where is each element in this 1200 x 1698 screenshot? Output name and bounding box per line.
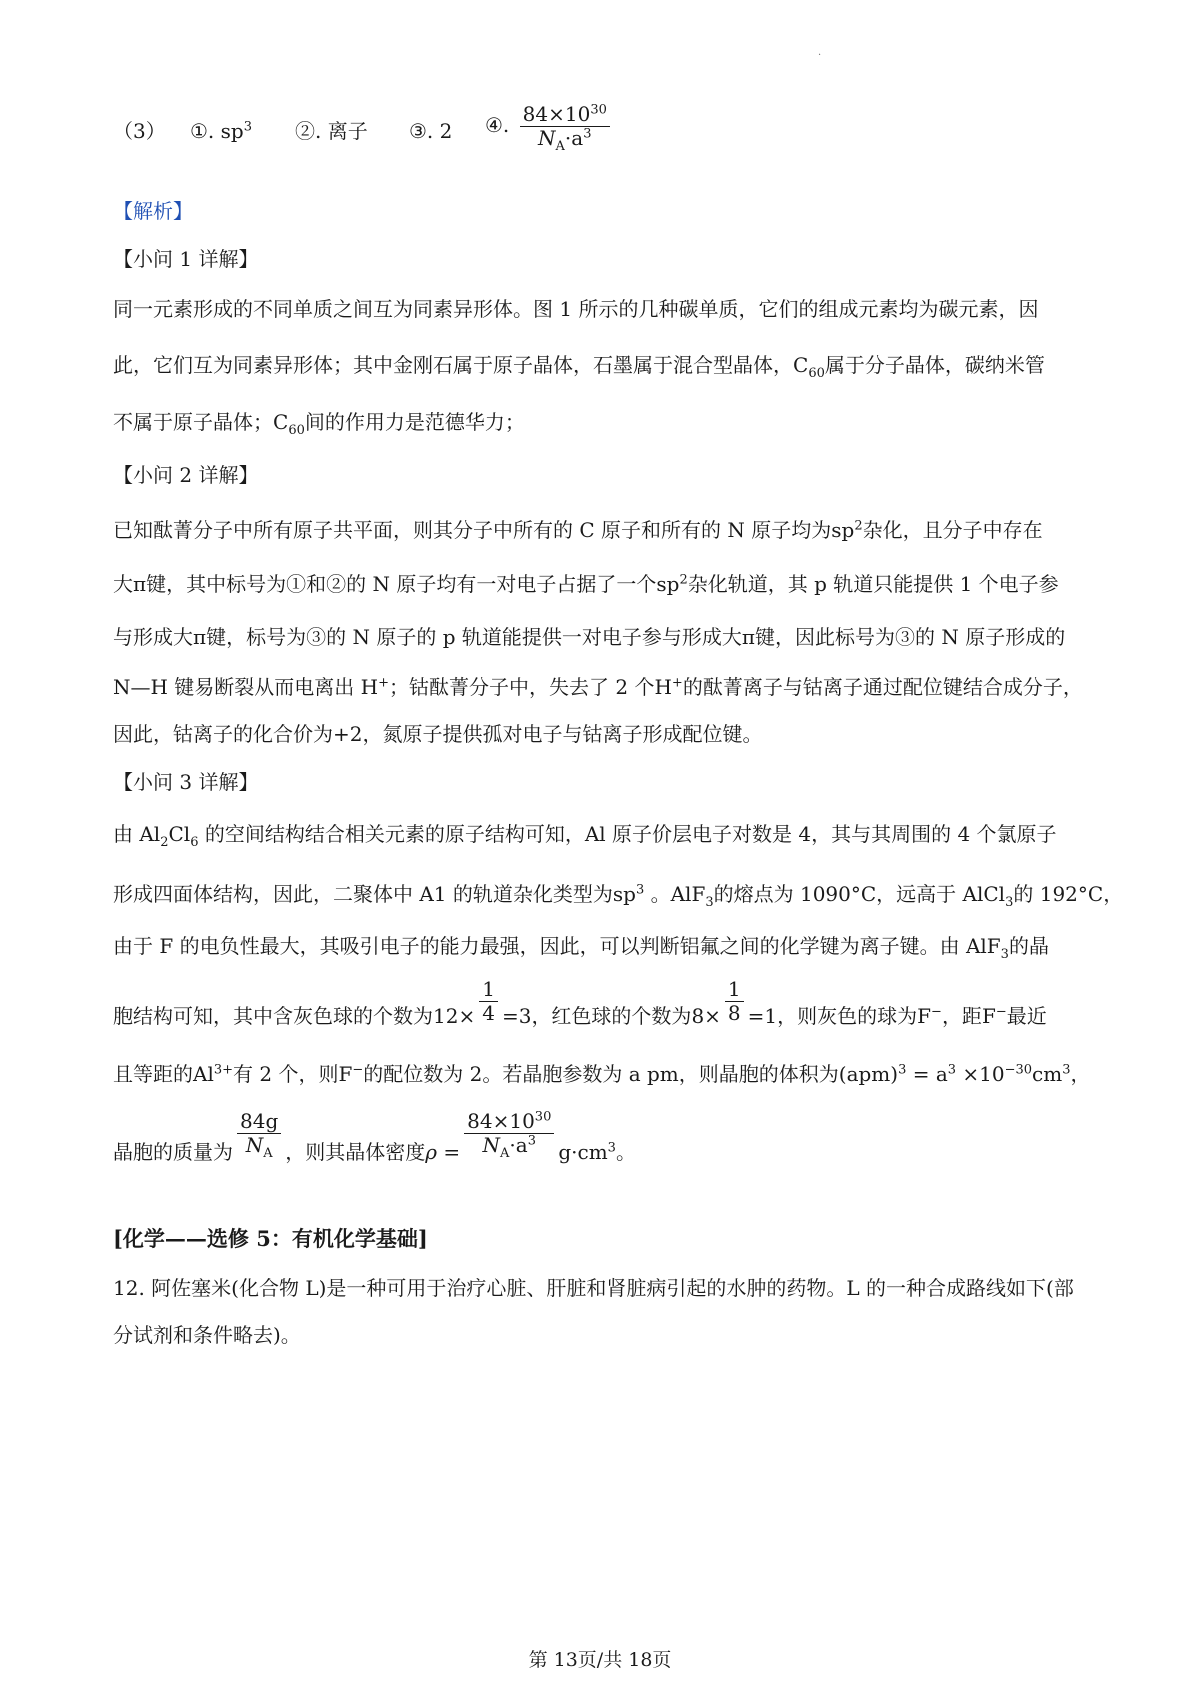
q1-line-2: 此，它们互为同素异形体；其中金刚石属于原子晶体，石墨属于混合型晶体，$C_{60}$属于分子晶体，碳纳米管 [113, 353, 1045, 381]
fraction-density: $\frac{84\times 10^{30}}{N_A\cdot a^3}$ [464, 1110, 554, 1157]
q1-line-3: 不属于原子晶体；$C_{60}$间的作用力是范德华力； [113, 410, 525, 438]
answer-1: ①. $sp^3$ [190, 119, 252, 143]
page-dot: · [818, 50, 822, 61]
q3-line-4: 胞结构可知，其中含灰色球的个数为12× $\frac{1}{4}$ =3，红色球的个数为8× $\frac{1}{8}$ =1，则灰色的球为F−，距F−最近 [113, 977, 1047, 1028]
page-footer: 第 13页/共 18页 [528, 1649, 672, 1671]
q12-line-1: 12. 阿佐塞米(化合物 L)是一种可用于治疗心脏、肝脏和肾脏病引起的水肿的药物。L 的一种合成路线如下(部 [113, 1276, 1074, 1300]
q3-line-2: 形成四面体结构，因此，二聚体中 A1 的轨道杂化类型为$sp^3$ 。AlF$_3$的熔点为 1090°C，远高于 AlCl$_3$的 192°C， [113, 882, 1124, 910]
q3-heading: 【小问 3 详解】 [113, 770, 259, 794]
q1-line-1: 同一元素形成的不同单质之间互为同素异形体。图 1 所示的几种碳单质，它们的组成元素均为碳元素，因 [113, 297, 1039, 321]
q12-line-2: 分试剂和条件略去)。 [113, 1323, 301, 1347]
answer-line [113, 100, 1103, 170]
answer-4-fraction: $\frac{84\times 10^{30}}{N_A\cdot a^3}$ [520, 103, 610, 150]
answer-number: （3） [113, 119, 166, 143]
q2-heading: 【小问 2 详解】 [113, 463, 259, 487]
answer-2: ②. 离子 [295, 119, 368, 143]
q2-line-2: 大π键，其中标号为①和②的 N 原子均有一对电子占据了一个$sp^2$杂化轨道，其 p 轨道只能提供 1 个电子参 [113, 572, 1059, 596]
q2-line-3: 与形成大π键，标号为③的 N 原子的 p 轨道能提供一对电子参与形成大π键，因此标号为③的 N 原子形成的 [113, 625, 1066, 649]
answer-3: ③. 2 [409, 119, 453, 143]
q2-line-5: 因此，钴离子的化合价为+2，氮原子提供孤对电子与钴离子形成配位键。 [113, 722, 763, 746]
q3-line-5: 且等距的$Al^{3+}$有 2 个，则F−的配位数为 2。若晶胞参数为 a pm，则晶胞的体积为$(apm)^3 = a^3 \times 10^{-30}cm^3$， [113, 1062, 1091, 1086]
q2-line-1: 已知酞菁分子中所有原子共平面，则其分子中所有的 C 原子和所有的 N 原子均为$sp^2$杂化，且分子中存在 [113, 518, 1043, 542]
section-title: [化学——选修 5：有机化学基础] [113, 1226, 428, 1251]
q2-line-4: N—H 键易断裂从而电离出 H+；钴酞菁分子中，失去了 2 个H+的酞菁离子与钴离子通过配位键结合成分子， [113, 675, 1083, 699]
fraction-one-eighth: $\frac{1}{8}$ [725, 978, 744, 1025]
fraction-one-quarter: $\frac{1}{4}$ [479, 978, 498, 1025]
q3-line-3: 由于 F 的电负性最大，其吸引电子的能力最强，因此，可以判断铝氟之间的化学键为离子键。由 AlF$_3$的晶 [113, 934, 1049, 962]
q1-heading: 【小问 1 详解】 [113, 247, 259, 271]
answer-4: ④. $\frac{84\times 10^{30}}{N_A\cdot a^3}$ [485, 103, 614, 150]
q3-line-6: 晶胞的质量为 $\frac{84g}{N_A}$ ，则其晶体密度ρ = $\frac{84\times 10^{30}}{N_A\cdot a^3}$ $g\cdot cm^3$。 [113, 1109, 636, 1164]
fraction-mass: $\frac{84g}{N_A}$ [237, 1110, 281, 1157]
q3-line-1: 由 $Al_2Cl_6$ 的空间结构结合相关元素的原子结构可知，Al 原子价层电子对数是 4，其与其周围的 4 个氯原子 [113, 822, 1057, 850]
jiexi-label: 【解析】 [113, 199, 193, 223]
